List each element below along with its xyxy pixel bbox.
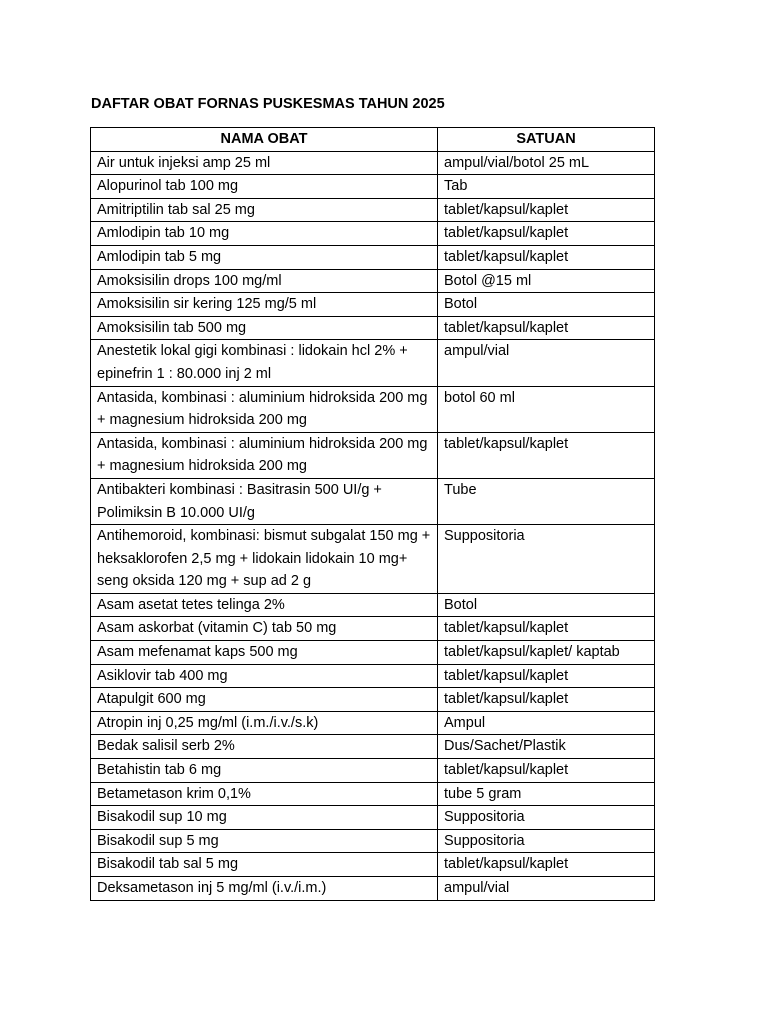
cell-satuan: Suppositoria [438, 525, 655, 594]
table-row [91, 641, 655, 665]
cell-nama-obat: Asam asetat tetes telinga 2% [91, 593, 438, 617]
cell-nama-obat: Anestetik lokal gigi kombinasi : lidokain hcl 2% + epinefrin 1 : 80.000 inj 2 ml [91, 340, 438, 386]
cell-nama-obat: Bisakodil tab sal 5 mg [91, 853, 438, 877]
table-row [91, 806, 655, 830]
table-row [91, 151, 655, 175]
cell-satuan: Botol [438, 593, 655, 617]
cell-satuan: tablet/kapsul/kaplet [438, 853, 655, 877]
cell-nama-obat: Amlodipin tab 10 mg [91, 222, 438, 246]
table-row [91, 759, 655, 783]
cell-nama-obat: Alopurinol tab 100 mg [91, 175, 438, 199]
cell-satuan: Ampul [438, 711, 655, 735]
cell-satuan: botol 60 ml [438, 386, 655, 432]
cell-satuan: Botol [438, 293, 655, 317]
cell-nama-obat: Bisakodil sup 10 mg [91, 806, 438, 830]
cell-satuan: Tube [438, 478, 655, 524]
table-row [91, 617, 655, 641]
cell-nama-obat: Asam mefenamat kaps 500 mg [91, 641, 438, 665]
cell-satuan: Suppositoria [438, 829, 655, 853]
table-row [91, 782, 655, 806]
cell-nama-obat: Air untuk injeksi amp 25 ml [91, 151, 438, 175]
cell-satuan: tablet/kapsul/kaplet [438, 222, 655, 246]
table-body [91, 151, 655, 900]
table-row [91, 269, 655, 293]
cell-nama-obat: Asam askorbat (vitamin C) tab 50 mg [91, 617, 438, 641]
cell-satuan: tablet/kapsul/kaplet [438, 316, 655, 340]
table-row [91, 735, 655, 759]
cell-nama-obat: Antibakteri kombinasi : Basitrasin 500 UI/g + Polimiksin B 10.000 UI/g [91, 478, 438, 524]
cell-nama-obat: Antasida, kombinasi : aluminium hidroksida 200 mg + magnesium hidroksida 200 mg [91, 432, 438, 478]
drug-table [90, 127, 655, 901]
cell-satuan: Suppositoria [438, 806, 655, 830]
table-row [91, 829, 655, 853]
table-row [91, 432, 655, 478]
table-row [91, 688, 655, 712]
cell-satuan: tablet/kapsul/kaplet [438, 664, 655, 688]
table-row [91, 198, 655, 222]
cell-satuan: tablet/kapsul/kaplet [438, 759, 655, 783]
cell-satuan: tablet/kapsul/kaplet [438, 432, 655, 478]
cell-satuan: Tab [438, 175, 655, 199]
table-row [91, 853, 655, 877]
table-row [91, 340, 655, 386]
cell-nama-obat: Amitriptilin tab sal 25 mg [91, 198, 438, 222]
table-row [91, 245, 655, 269]
table-header-row [91, 128, 655, 152]
table-row [91, 711, 655, 735]
table-row [91, 293, 655, 317]
table-row [91, 175, 655, 199]
cell-satuan: Dus/Sachet/Plastik [438, 735, 655, 759]
cell-nama-obat: Antihemoroid, kombinasi: bismut subgalat 150 mg + heksaklorofen 2,5 mg + lidokain lidokain 10 mg+ seng oksida 120 mg + sup ad 2 g [91, 525, 438, 594]
cell-nama-obat: Amoksisilin sir kering 125 mg/5 ml [91, 293, 438, 317]
cell-nama-obat: Bisakodil sup 5 mg [91, 829, 438, 853]
table-row [91, 478, 655, 524]
cell-nama-obat: Betametason krim 0,1% [91, 782, 438, 806]
table-row [91, 525, 655, 594]
column-header-nama-obat: NAMA OBAT [91, 128, 438, 152]
cell-satuan: ampul/vial/botol 25 mL [438, 151, 655, 175]
cell-nama-obat: Deksametason inj 5 mg/ml (i.v./i.m.) [91, 877, 438, 901]
cell-satuan: tube 5 gram [438, 782, 655, 806]
cell-satuan: ampul/vial [438, 340, 655, 386]
cell-satuan: tablet/kapsul/kaplet [438, 688, 655, 712]
cell-satuan: tablet/kapsul/kaplet [438, 198, 655, 222]
cell-nama-obat: Antasida, kombinasi : aluminium hidroksida 200 mg + magnesium hidroksida 200 mg [91, 386, 438, 432]
table-row [91, 877, 655, 901]
cell-satuan: tablet/kapsul/kaplet [438, 245, 655, 269]
cell-nama-obat: Betahistin tab 6 mg [91, 759, 438, 783]
cell-nama-obat: Bedak salisil serb 2% [91, 735, 438, 759]
table-row [91, 316, 655, 340]
cell-satuan: Botol @15 ml [438, 269, 655, 293]
document-title: DAFTAR OBAT FORNAS PUSKESMAS TAHUN 2025 [91, 96, 445, 112]
table-row [91, 664, 655, 688]
cell-satuan: tablet/kapsul/kaplet/ kaptab [438, 641, 655, 665]
cell-nama-obat: Asiklovir tab 400 mg [91, 664, 438, 688]
cell-nama-obat: Atropin inj 0,25 mg/ml (i.m./i.v./s.k) [91, 711, 438, 735]
cell-nama-obat: Atapulgit 600 mg [91, 688, 438, 712]
table-row [91, 386, 655, 432]
cell-nama-obat: Amoksisilin tab 500 mg [91, 316, 438, 340]
cell-nama-obat: Amoksisilin drops 100 mg/ml [91, 269, 438, 293]
column-header-satuan: SATUAN [438, 128, 655, 152]
table-row [91, 593, 655, 617]
cell-nama-obat: Amlodipin tab 5 mg [91, 245, 438, 269]
cell-satuan: tablet/kapsul/kaplet [438, 617, 655, 641]
table-row [91, 222, 655, 246]
cell-satuan: ampul/vial [438, 877, 655, 901]
